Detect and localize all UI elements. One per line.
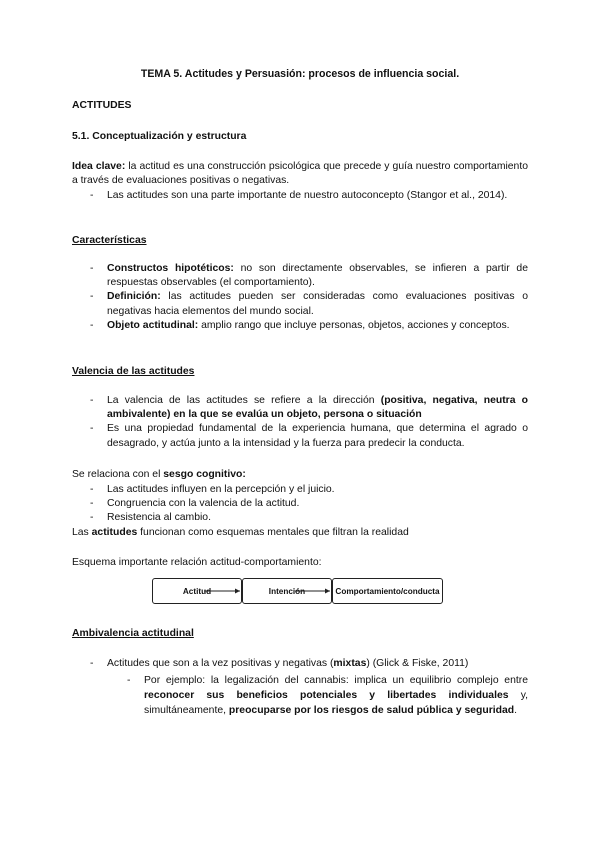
item-text: Actitudes que son a la vez positivas y negativas ( [107,658,334,669]
item-text: amplio rango que incluye personas, objetos, acciones y conceptos. [201,319,510,331]
valencia-heading: Valencia de las actitudes [72,366,195,377]
page-title: TEMA 5. Actitudes y Persuasión: procesos de influencia social. [140,68,460,80]
sesgo-intro-text: Se relaciona con el [72,469,161,480]
idea-clave-list [72,189,528,203]
list-item [72,262,528,290]
list-item [72,394,528,422]
list-item [72,319,528,333]
diagram-box-intencion: Intención [242,578,332,604]
list-item: - Es una propiedad fundamental de la experiencia humana, que determina el agrado o desagrado, y actúa junto a la intensidad y la fuerza para predecir la conducta. [72,422,528,450]
item-text: las actitudes pueden ser consideradas como evaluaciones positivas o negativas hacia elementos del mundo social. [107,291,528,317]
sub-bold-2: preocuparse por los riesgos de salud pública y seguridad [228,705,515,716]
document-page [72,0,528,848]
ambivalencia-sublist [72,673,528,718]
esquema-caption: Esquema importante relación actitud-comportamiento: [72,557,322,568]
sesgo-outro [72,526,409,540]
sesgo-intro-colon: : [242,469,246,480]
list-item [72,657,528,671]
item-text: no son directamente observables, se infieren a partir de respuestas observables (el comportamiento). [107,263,528,289]
sesgo-intro-bold: sesgo cognitivo [163,469,243,480]
sesgo-intro [72,468,246,482]
sub-text: Por ejemplo: la legalización del cannabis: implica un equilibrio complejo entre [144,675,528,686]
subsection-heading: 5.1. Conceptualización y estructura [72,131,247,142]
diagram-box-actitud: Actitud [152,578,242,604]
idea-clave-paragraph [72,160,528,188]
sub-end: . [514,705,518,716]
arrow-head [325,589,330,594]
item-label: Definición: [107,291,161,303]
list-item: - Las actitudes influyen en la percepción y el juicio. [72,483,528,497]
list-item: - Resistencia al cambio. [72,511,528,525]
esquema-diagram [152,578,452,608]
caracteristicas-heading: Características [72,235,147,246]
item-bold: (positiva, negativa, neutra o ambivalente) en la que se evalúa un objeto, persona o situación [107,395,529,421]
idea-clave-label: Idea clave: [72,161,126,172]
list-item [72,673,528,718]
valencia-list [72,394,528,451]
caracteristicas-list [72,262,528,333]
item-label: Objeto actitudinal: [107,319,199,331]
section-heading: ACTITUDES [72,100,132,111]
diagram-box-comportamiento: Comportamiento/conducta [332,578,443,604]
list-item: - Las actitudes son una parte importante de nuestro autoconcepto (Stangor et al., 2014). [72,189,528,203]
arrow-head [235,589,240,594]
ambivalencia-heading: Ambivalencia actitudinal [72,628,194,639]
sesgo-outro-prefix: Las [72,527,89,538]
sesgo-list [72,483,528,526]
list-item [72,290,528,318]
sesgo-outro-bold: actitudes [91,527,138,538]
sub-mid: y, simultáneamente, [144,690,528,716]
ambivalencia-list [72,657,528,671]
item-tail: ) (Glick & Fiske, 2011) [366,658,469,669]
sesgo-outro-text: funcionan como esquemas mentales que filtran la realidad [140,527,409,538]
item-bold: mixtas [333,658,367,669]
item-text: La valencia de las actitudes se refiere a la dirección [107,395,375,406]
diagram-arrows [152,578,452,608]
item-label: Constructos hipotéticos: [107,263,234,274]
list-item: - Congruencia con la valencia de la actitud. [72,497,528,511]
idea-clave-text: la actitud es una construcción psicológica que precede y guía nuestro comportamiento a través de evaluaciones positivas o negativas. [72,161,529,187]
sub-bold-1: reconocer sus beneficios potenciales y libertades individuales [144,690,509,701]
